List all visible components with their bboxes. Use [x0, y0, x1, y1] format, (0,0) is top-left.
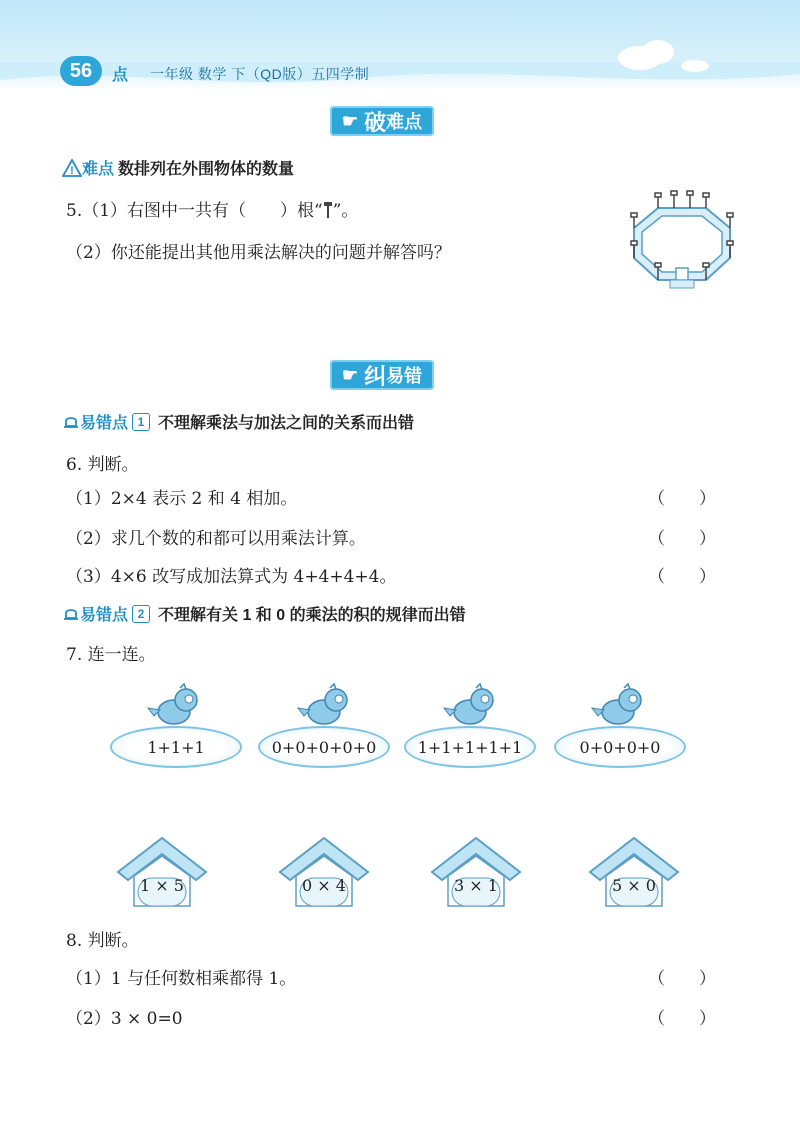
- q6-answer-3[interactable]: （ ）: [648, 567, 716, 587]
- house-expression-1[interactable]: 1 × 5: [140, 876, 184, 895]
- header-book-info: 一年级 数学 下（QD版）五四学制: [150, 66, 370, 82]
- birdhouse-icon: [430, 836, 522, 908]
- bell-icon: [62, 605, 80, 623]
- bird-icon: [290, 682, 360, 732]
- house-expression-2[interactable]: 0 × 4: [302, 876, 346, 895]
- q6-answer-1[interactable]: （ ）: [648, 489, 716, 509]
- section-banner-breakthrough: [330, 106, 434, 136]
- difficulty-label: 难点: [82, 161, 115, 178]
- q8-title: 8. 判断。: [66, 931, 139, 951]
- warning-icon: [62, 159, 82, 177]
- bell-icon: [62, 413, 80, 431]
- q5-part1-suffix: ”。: [332, 201, 359, 221]
- q5-part2: （2）你还能提出其他用乘法解决的问题并解答吗？: [66, 243, 451, 263]
- bird-expression-3[interactable]: 1+1+1+1+1: [404, 726, 536, 768]
- bird-expression-4[interactable]: 0+0+0+0: [554, 726, 686, 768]
- q6-title: 6. 判断。: [66, 455, 139, 475]
- q7-title: 7. 连一连。: [66, 645, 156, 665]
- bird-expression-1[interactable]: 1+1+1: [110, 726, 242, 768]
- q6-item-2: （2）求几个数的和都可以用乘法计算。: [66, 529, 366, 549]
- section-title-big: 纠: [364, 363, 387, 389]
- octagonal-fence-illustration: [626, 188, 738, 300]
- bird-icon: [140, 682, 210, 732]
- q6-answer-2[interactable]: （ ）: [648, 529, 716, 549]
- house-expression-4[interactable]: 5 × 0: [612, 876, 656, 895]
- error-point-2-heading: [62, 602, 466, 625]
- post-icon: [323, 202, 333, 218]
- q6-item-3: （3）4×6 改写成加法算式为 4+4+4+4。: [66, 567, 397, 587]
- bird-icon: [584, 682, 654, 732]
- bird-expression-2[interactable]: 0+0+0+0+0: [258, 726, 390, 768]
- page-number-badge: 56: [60, 56, 102, 86]
- q8-item-2: （2）3 × 0=0: [66, 1009, 183, 1029]
- q8-answer-2[interactable]: （ ）: [648, 1009, 716, 1029]
- error-point-1-heading: [62, 410, 414, 433]
- difficulty-text: 数排列在外围物体的数量: [118, 161, 295, 178]
- error-point-text: 不理解乘法与加法之间的关系而出错: [158, 415, 415, 432]
- error-point-label: 易错点: [80, 415, 129, 432]
- pointing-hand-icon: ☛: [342, 110, 359, 131]
- error-point-text: 不理解有关 1 和 0 的乘法的积的规律而出错: [158, 607, 466, 624]
- section-title-rest: 难点: [386, 112, 423, 132]
- svg-text:!: !: [70, 164, 74, 177]
- birdhouse-icon: [278, 836, 370, 908]
- house-expression-3[interactable]: 3 × 1: [454, 876, 498, 895]
- section-banner-mistakes: [330, 360, 434, 390]
- birdhouse-icon: [116, 836, 208, 908]
- q8-item-1: （1）1 与任何数相乘都得 1。: [66, 969, 297, 989]
- header-brand: 点: [112, 67, 129, 84]
- error-point-number: 2: [132, 605, 150, 623]
- section-title-big: 破: [364, 109, 387, 135]
- section-title-rest: 易错: [386, 366, 423, 386]
- difficulty-point-heading: [62, 156, 294, 179]
- q8-answer-1[interactable]: （ ）: [648, 969, 716, 989]
- error-point-number: 1: [132, 413, 150, 431]
- bird-icon: [436, 682, 506, 732]
- birdhouse-icon: [588, 836, 680, 908]
- error-point-label: 易错点: [80, 607, 129, 624]
- q5-part1-prefix: 5.（1）右图中一共有（ ）根“: [66, 201, 323, 221]
- pointing-hand-icon: ☛: [342, 364, 359, 385]
- cloud-icon: [600, 30, 720, 80]
- q5-part1: [66, 196, 358, 221]
- q6-item-1: （1）2×4 表示 2 和 4 相加。: [66, 489, 298, 509]
